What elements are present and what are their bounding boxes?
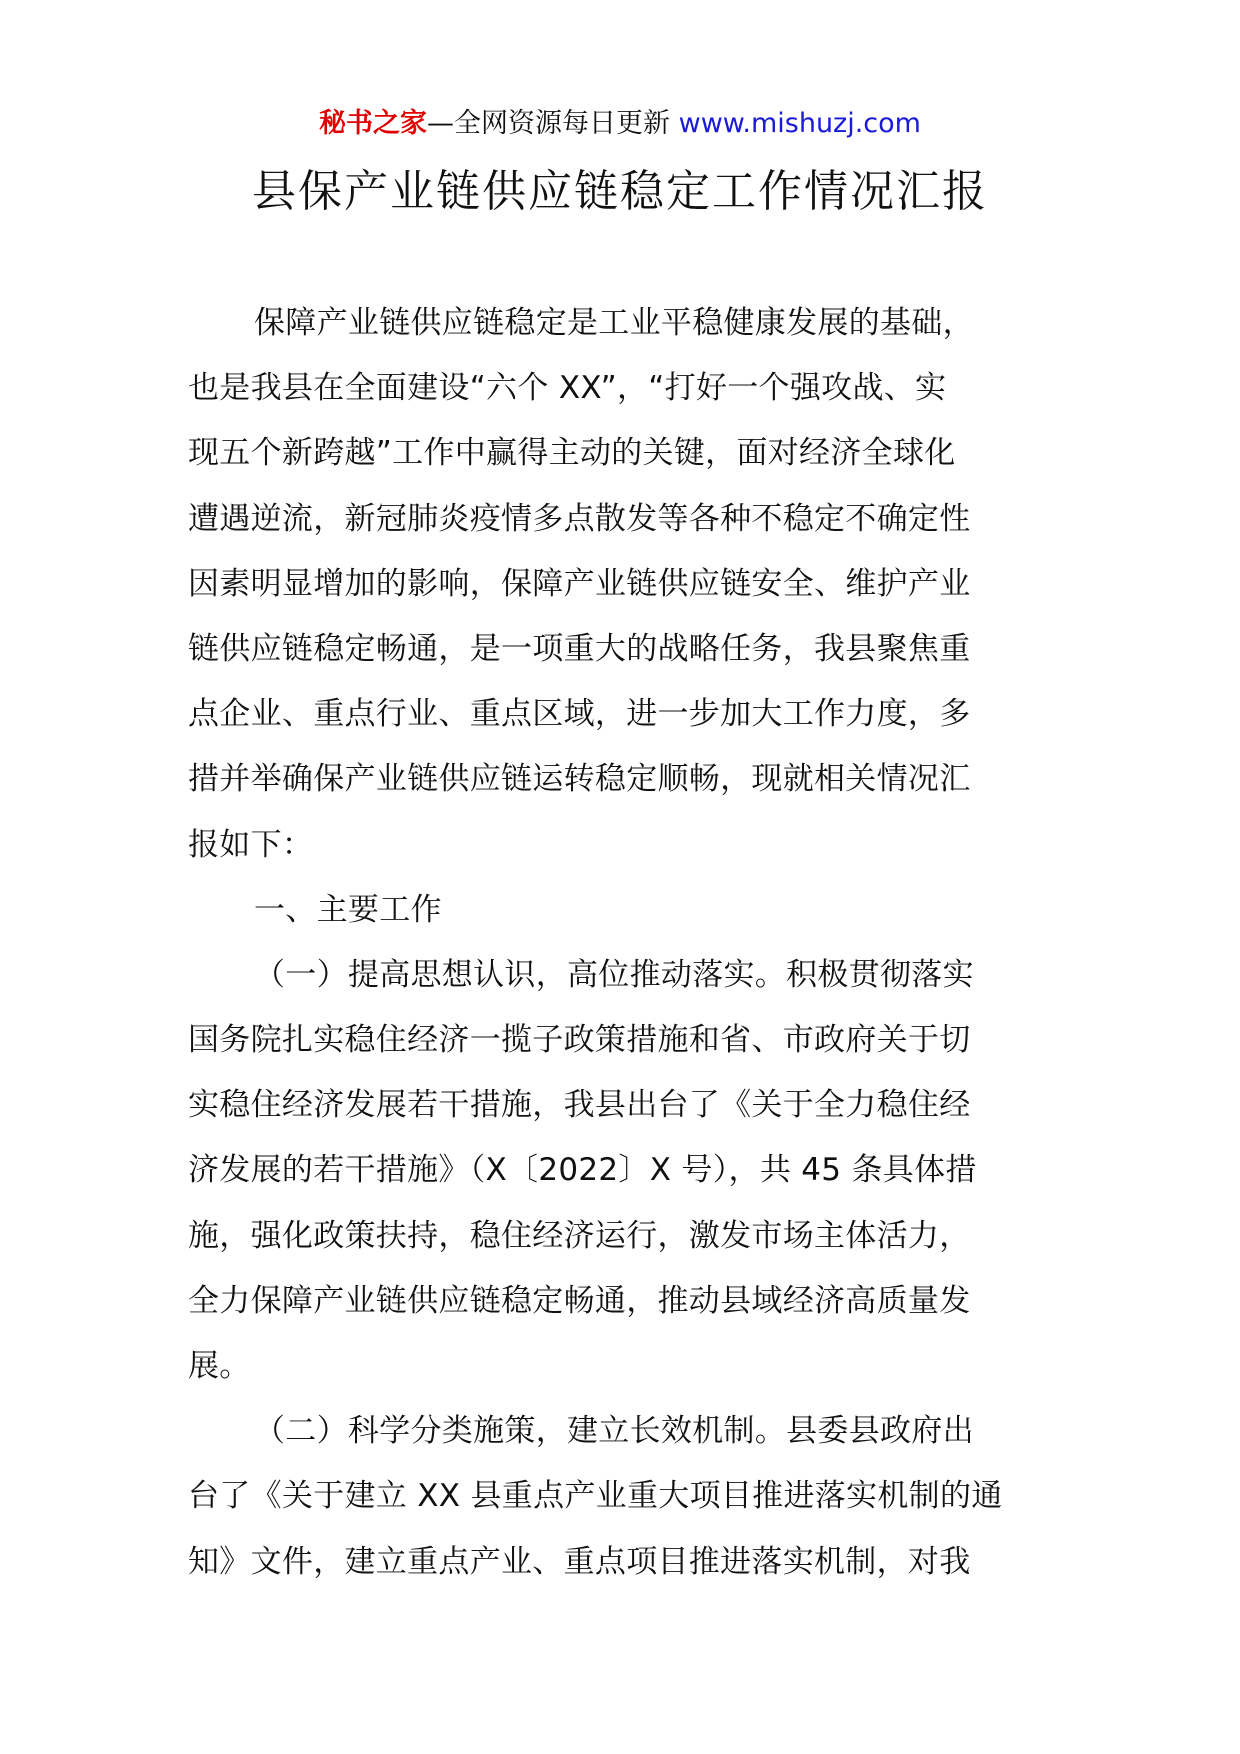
paragraph-line: 现五个新跨越”工作中赢得主动的关键，面对经济全球化 — [188, 435, 956, 472]
paragraph-line: （二）科学分类施策，建立长效机制。县委县政府出 — [254, 1413, 974, 1450]
site-banner — [0, 104, 1240, 144]
paragraph-line: 报如下： — [188, 826, 314, 863]
paragraph-line: 遭遇逆流，新冠肺炎疫情多点散发等各种不稳定不确定性 — [188, 500, 971, 537]
section-heading: 一、主要工作 — [254, 891, 442, 928]
document-body — [188, 291, 1052, 1595]
paragraph-line: 知》文件，建立重点产业、重点项目推进落实机制，对我 — [188, 1543, 971, 1580]
paragraph-line: 措并举确保产业链供应链运转稳定顺畅，现就相关情况汇 — [188, 761, 971, 798]
paragraph-line: 实稳住经济发展若干措施，我县出台了《关于全力稳住经 — [188, 1087, 971, 1124]
paragraph-line: 因素明显增加的影响，保障产业链供应链安全、维护产业 — [188, 565, 971, 602]
paragraph-line: 也是我县在全面建设“六个 XX”，“打好一个强攻战、实 — [188, 370, 947, 407]
paragraph-line: （一）提高思想认识，高位推动落实。积极贯彻落实 — [254, 956, 974, 993]
paragraph-line: 点企业、重点行业、重点区域，进一步加大工作力度，多 — [188, 696, 971, 733]
paragraph-line: 国务院扎实稳住经济一揽子政策措施和省、市政府关于切 — [188, 1022, 971, 1059]
paragraph-line: 施，强化政策扶持，稳住经济运行，激发市场主体活力， — [188, 1217, 971, 1254]
paragraph-line: 台了《关于建立 XX 县重点产业重大项目推进落实机制的通 — [188, 1478, 1003, 1515]
paragraph-line: 保障产业链供应链稳定是工业平稳健康发展的基础， — [254, 305, 974, 341]
site-url-link[interactable]: www.mishuzj.com — [678, 108, 921, 139]
paragraph-line: 济发展的若干措施》（X〔2022〕X 号），共 45 条具体措 — [188, 1152, 977, 1189]
document-title: 县保产业链供应链稳定工作情况汇报 — [252, 166, 988, 217]
paragraph-line: 全力保障产业链供应链稳定畅通，推动县域经济高质量发 — [188, 1282, 971, 1319]
paragraph-line: 链供应链稳定畅通，是一项重大的战略任务，我县聚焦重 — [188, 630, 971, 667]
paragraph-line: 展。 — [188, 1348, 251, 1384]
banner-tagline: —全网资源每日更新 — [427, 108, 679, 139]
brand-name: 秘书之家 — [319, 108, 428, 139]
